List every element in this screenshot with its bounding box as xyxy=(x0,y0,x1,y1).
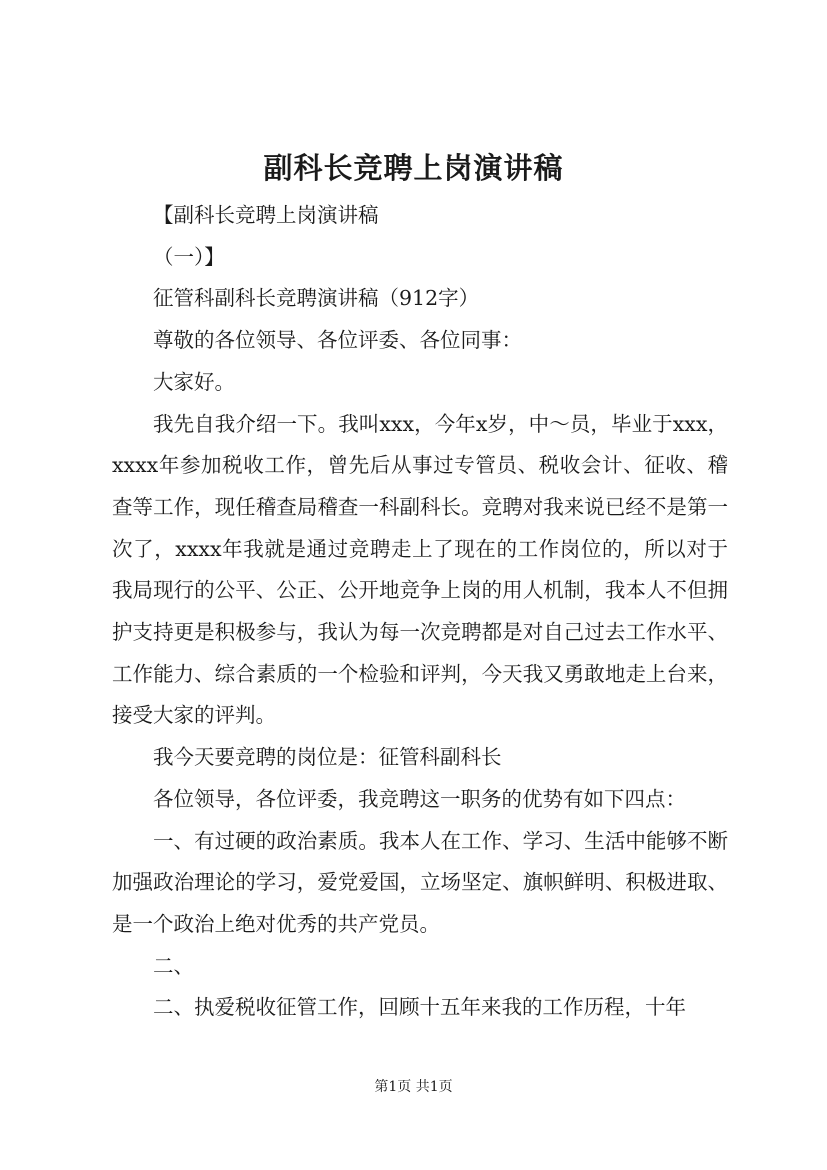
paragraph-heading-part1: 【副科长竞聘上岗演讲稿 xyxy=(153,203,379,227)
paragraph-salutation: 尊敬的各位领导、各位评委、各位同事： xyxy=(153,328,522,353)
paragraph-subtitle: 征管科副科长竞聘演讲稿（912字） xyxy=(153,286,480,311)
document-title: 副科长竞聘上岗演讲稿 xyxy=(263,151,564,185)
paragraph-position: 我今天要竞聘的岗位是：征管科副科长 xyxy=(153,745,502,770)
paragraph-advantage-two-stub: 二、 xyxy=(153,953,194,978)
paragraph-greeting: 大家好。 xyxy=(153,369,235,394)
page-footer: 第1页 共1页 xyxy=(374,1079,453,1095)
paragraph-heading-part2: （一）】 xyxy=(153,244,225,269)
paragraph-advantages-intro: 各位领导，各位评委，我竞聘这一职务的优势有如下四点： xyxy=(153,786,686,811)
paragraph-advantage-two: 二、执爱税收征管工作，回顾十五年来我的工作历程，十年 xyxy=(153,995,686,1020)
document-body xyxy=(112,195,728,1029)
paragraph-advantage-one: 一、有过硬的政治素质。我本人在工作、学习、生活中能够不断加强政治理论的学习，爱党爱国，立场坚定、旗帜鲜明、积极进取、是一个政治上绝对优秀的共产党员。 xyxy=(112,828,728,936)
paragraph-self-introduction: 我先自我介绍一下。我叫xxx，今年x岁，中～员，毕业于xxx，xxxx年参加税收工作，曾先后从事过专管员、税收会计、征收、稽查等工作，现任稽查局稽查一科副科长。竞聘对我来说已经不是第一次了，xxxx年我就是通过竞聘走上了现在的工作岗位的，所以对于我局现行的公平、公正、公开地竞争上岗的用人机制，我本人不但拥护支持更是积极参与，我认为每一次竞聘都是对自己过去工作水平、工作能力、综合素质的一个检验和评判，今天我又勇敢地走上台来，接受大家的评判。 xyxy=(112,411,728,728)
